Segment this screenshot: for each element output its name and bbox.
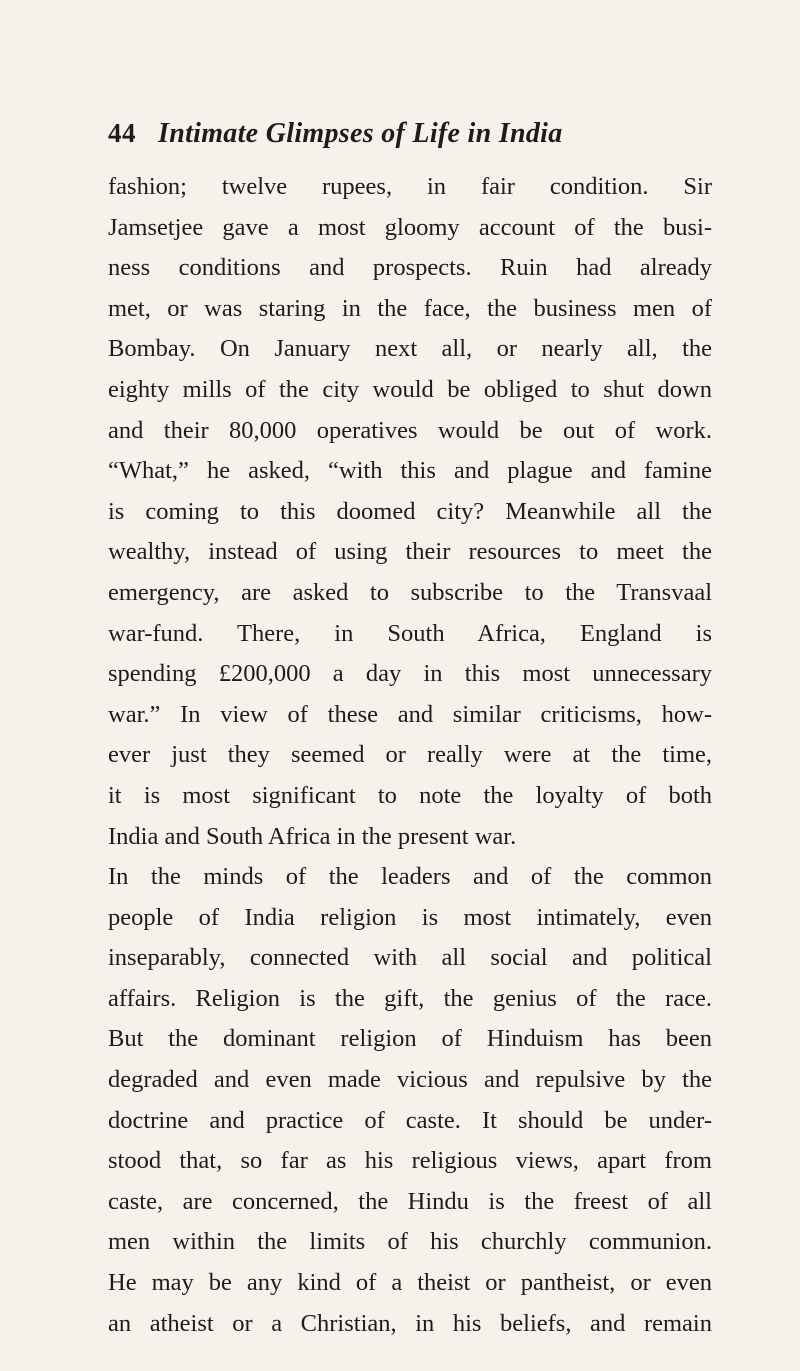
text-line: people of India religion is most intimately, even [108,903,712,931]
text-line: inseparably, connected with all social and political [108,944,712,972]
text-line: war.” In view of these and similar criticisms, how- [108,700,712,728]
paragraph-end-line: India and South Africa in the present war. [108,822,517,850]
page-number: 44 [108,118,136,148]
text-line: spending £200,000 a day in this most unnecessary [108,660,712,688]
text-line: wealthy, instead of using their resources to meet the [108,538,712,566]
running-title: Intimate Glimpses of Life in India [158,118,563,149]
text-line: it is most significant to note the loyalty of both [108,781,712,809]
paragraph-start-line: In the minds of the leaders and of the common [108,863,712,891]
text-line: war-fund. There, in South Africa, England is [108,619,712,647]
text-line: eighty mills of the city would be obliged to shut down [108,375,712,403]
text-line: emergency, are asked to subscribe to the Transvaal [108,578,712,606]
text-line: men within the limits of his churchly communion. [108,1228,712,1256]
text-line: ever just they seemed or really were at the time, [108,741,712,769]
text-line: stood that, so far as his religious views, apart from [108,1147,712,1175]
text-line: is coming to this doomed city? Meanwhile all the [108,497,712,525]
text-line: met, or was staring in the face, the business men of [108,294,712,322]
text-line: degraded and even made vicious and repulsive by the [108,1066,712,1094]
text-line: Jamsetjee gave a most gloomy account of the busi- [108,213,712,241]
text-line: ness conditions and prospects. Ruin had already [108,254,712,282]
text-line: doctrine and practice of caste. It should be under- [108,1106,712,1134]
running-head [108,118,708,158]
text-line: fashion; twelve rupees, in fair condition. Sir [108,173,712,200]
text-line: caste, are concerned, the Hindu is the freest of all [108,1187,712,1215]
body-text [108,167,712,1344]
text-line: affairs. Religion is the gift, the genius of the race. [108,984,712,1012]
text-line: Bombay. On January next all, or nearly all, the [108,335,712,363]
text-line: and their 80,000 operatives would be out of work. [108,416,712,444]
text-line: He may be any kind of a theist or pantheist, or even [108,1269,712,1297]
text-line: “What,” he asked, “with this and plague and famine [108,457,712,485]
text-line: But the dominant religion of Hinduism has been [108,1025,712,1053]
text-line: an atheist or a Christian, in his beliefs, and remain [108,1309,712,1337]
